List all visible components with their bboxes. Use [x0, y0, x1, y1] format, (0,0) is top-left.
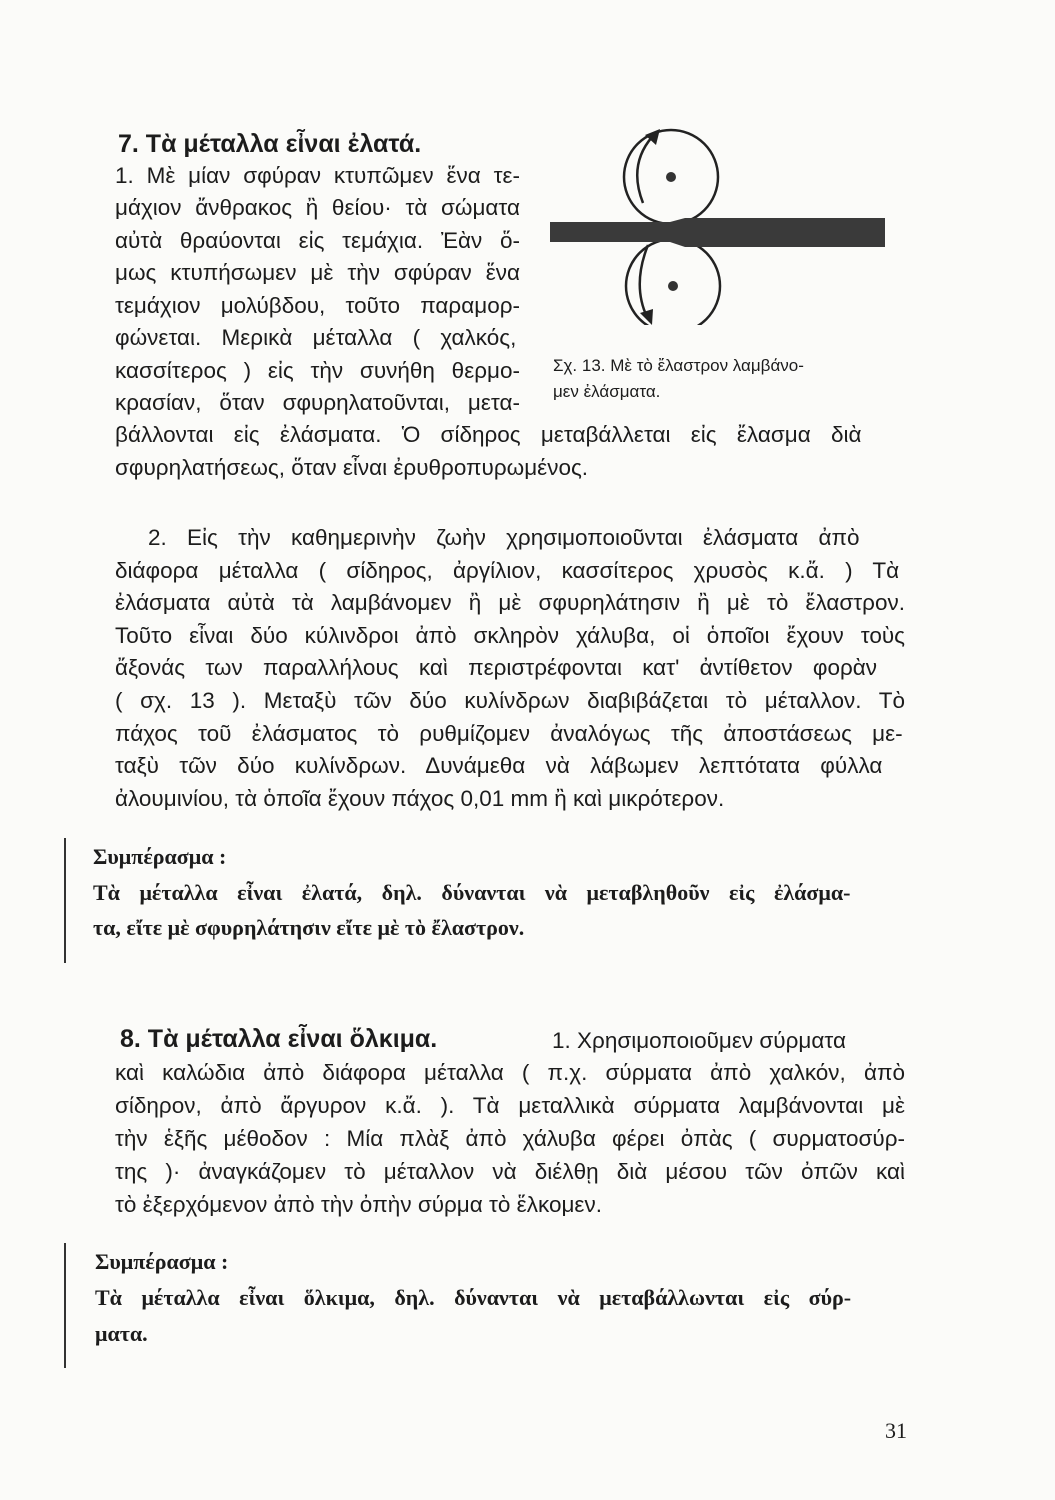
text-line: τεμάχιον μολύβδου, τοῦτο παραμορ-	[115, 293, 520, 318]
text-line: Τοῦτο εἶναι δύο κύλινδροι ἀπὸ σκληρὸν χάλυβα, οἱ ὁποῖοι ἔχουν τοὺς	[115, 623, 905, 648]
conclusion-text: Τὰ μέταλλα εἶναι ὅλκιμα, δηλ. δύνανται νὰ μεταβάλλωνται εἰς σύρ-	[95, 1285, 852, 1310]
text-line: 1. Μὲ μίαν σφύραν κτυπῶμεν ἕνα τε-	[115, 163, 520, 188]
text-line: πάχος τοῦ ἐλάσματος τὸ ρυθμίζομεν ἀναλόγως τῆς ἀποστάσεως με-	[115, 721, 903, 746]
text-line: 2. Εἰς τὴν καθημερινὴν ζωὴν χρησιμοποιοῦνται ἐλάσματα ἀπὸ	[148, 525, 860, 550]
text-line: μως κτυπήσωμεν μὲ τὴν σφύραν ἕνα	[115, 260, 520, 285]
text-line: 1. Χρησιμοποιοῦμεν σύρματα	[552, 1028, 846, 1053]
figure-caption: Σχ. 13. Μὲ τὸ ἔλαστρον λαμβάνο-	[553, 356, 804, 375]
metal-sheet	[550, 218, 885, 247]
text-line: κρασίαν, ὅταν σφυρηλατοῦνται, μετα-	[115, 390, 520, 415]
text-line: διάφορα μέταλλα ( σίδηρος, ἀργίλιον, κασσίτερος χρυσὸς κ.ἄ. ) Τὰ	[115, 558, 900, 583]
text-line: σφυρηλατήσεως, ὅταν εἶναι ἐρυθροπυρωμένος.	[115, 455, 589, 480]
text-line: μάχιον ἄνθρακος ἢ θείου· τὰ σώματα	[115, 195, 520, 220]
text-line: τὴν ἑξῆς μέθοδον : Μία πλὰξ ἀπὸ χάλυβα φέρει ὀπὰς ( συρματοσύρ-	[115, 1126, 905, 1151]
text-line: ἀλουμινίου, τὰ ὁποῖα ἔχουν πάχος 0,01 mm ἢ καὶ μικρότερον.	[115, 786, 725, 811]
text-line: σίδηρον, ἀπὸ ἄργυρον κ.ἄ. ). Τὰ μεταλλικὰ σύρματα λαμβάνονται μὲ	[115, 1093, 905, 1118]
roller-axis	[668, 281, 678, 291]
text-line: καὶ καλώδια ἀπὸ διάφορα μέταλλα ( π.χ. σύρματα ἀπὸ χαλκόν, ἀπὸ	[115, 1060, 905, 1085]
text-line: ἄξονάς των παραλλήλους καὶ περιστρέφονται κατ' ἀντίθετον φορὰν	[115, 655, 878, 680]
page-number: 31	[885, 1418, 907, 1443]
text-line: φώνεται. Μερικὰ μέταλλα ( χαλκός,	[115, 325, 517, 350]
rolling-mill-figure	[540, 125, 900, 325]
section-heading: 7. Τὰ μέταλλα εἶναι ἐλατά.	[118, 130, 422, 158]
text-line: αὐτὰ θραύονται εἰς τεμάχια. Ἐὰν ὅ-	[115, 228, 520, 253]
conclusion-label: Συμπέρασμα :	[95, 1249, 229, 1274]
text-line: κασσίτερος ) εἰς τὴν συνήθη θερμο-	[115, 358, 520, 383]
rotation-arrow-icon	[640, 245, 648, 317]
text-line: τὸ ἐξερχόμενον ἀπὸ τὴν ὀπὴν σύρμα τὸ ἕλκομεν.	[115, 1192, 602, 1217]
roller-axis	[666, 172, 676, 182]
rotation-arrow-icon	[637, 137, 652, 203]
conclusion-bar	[64, 838, 66, 963]
conclusion-text: τα, εἴτε μὲ σφυρηλάτησιν εἴτε μὲ τὸ ἔλαστρον.	[93, 915, 525, 940]
text-line: βάλλονται εἰς ἐλάσματα. Ὁ σίδηρος μεταβάλλεται εἰς ἔλασμα διὰ	[115, 422, 862, 447]
text-line: της )· ἀναγκάζομεν τὸ μέταλλον νὰ διέλθῃ διὰ μέσου τῶν ὀπῶν καὶ	[115, 1159, 905, 1184]
conclusion-label: Συμπέρασμα :	[93, 844, 227, 869]
section-heading: 8. Τὰ μέταλλα εἶναι ὅλκιμα.	[120, 1025, 438, 1053]
conclusion-text: Τὰ μέταλλα εἶναι ἐλατά, δηλ. δύνανται νὰ μεταβληθοῦν εἰς ἐλάσμα-	[93, 880, 851, 905]
text-line: ἐλάσματα αὐτὰ τὰ λαμβάνομεν ἢ μὲ σφυρηλάτησιν ἢ μὲ τὸ ἔλαστρον.	[115, 590, 905, 615]
text-line: ( σχ. 13 ). Μεταξὺ τῶν δύο κυλίνδρων διαβιβάζεται τὸ μέταλλον. Τὸ	[115, 688, 905, 713]
conclusion-text: ματα.	[95, 1321, 148, 1346]
conclusion-bar	[64, 1243, 66, 1368]
figure-caption: μεν ἐλάσματα.	[553, 382, 661, 401]
text-line: ταξὺ τῶν δύο κυλίνδρων. Δυνάμεθα νὰ λάβωμεν λεπτότατα φύλλα	[115, 753, 883, 778]
